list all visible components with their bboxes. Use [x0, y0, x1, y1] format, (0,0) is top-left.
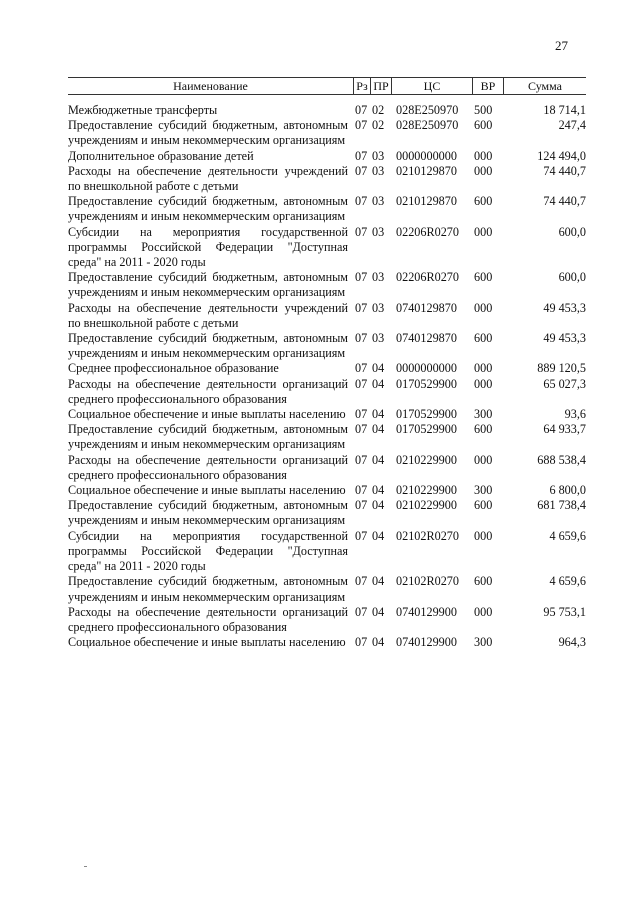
- row-pr: 03: [372, 270, 385, 285]
- row-pr: 04: [372, 635, 385, 650]
- row-sum: 600,0: [558, 270, 586, 285]
- row-name: Предоставление субсидий бюджетным, автономным учреждениям и иным некоммерческим организациям: [68, 498, 348, 528]
- row-rz: 07: [355, 300, 368, 315]
- row-vr: 500: [474, 103, 493, 117]
- row-name: Предоставление субсидий бюджетным, автономным учреждениям и иным некоммерческим организациям: [68, 331, 348, 361]
- row-vr: 000: [474, 163, 493, 178]
- row-cs: 0740129870: [396, 331, 457, 346]
- row-rz: 07: [355, 483, 368, 498]
- table-row: [68, 361, 586, 376]
- table-row: [68, 605, 586, 635]
- row-sum: 93,6: [564, 407, 586, 422]
- row-sum: 74 440,7: [543, 194, 586, 209]
- row-sum: 6 800,0: [549, 483, 586, 498]
- row-cs: 0000000000: [396, 361, 457, 376]
- row-vr: 600: [474, 422, 493, 437]
- row-vr: 600: [474, 498, 493, 513]
- row-sum: 74 440,7: [543, 163, 586, 178]
- row-pr: 03: [372, 194, 385, 209]
- table-row: [68, 635, 586, 650]
- row-pr: 04: [372, 407, 385, 422]
- row-rz: 07: [355, 331, 368, 346]
- row-pr: 04: [372, 376, 385, 391]
- table-row: [68, 574, 586, 604]
- row-rz: 07: [355, 452, 368, 467]
- table-row: [68, 270, 586, 300]
- table-row: [68, 301, 586, 331]
- budget-table-body: [68, 103, 586, 650]
- row-sum: 95 753,1: [543, 604, 586, 619]
- row-name: Предоставление субсидий бюджетным, автономным учреждениям и иным некоммерческим организациям: [68, 422, 348, 452]
- table-row: [68, 453, 586, 483]
- row-vr: 000: [474, 452, 493, 467]
- row-cs: 0210229900: [396, 452, 457, 467]
- row-rz: 07: [355, 194, 368, 209]
- row-cs: 0170529900: [396, 407, 457, 422]
- scan-speck: [84, 866, 87, 867]
- header-vr: ВР: [480, 79, 496, 93]
- row-vr: 600: [474, 270, 493, 285]
- row-cs: 0170529900: [396, 422, 457, 437]
- row-pr: 04: [372, 483, 385, 498]
- row-pr: 04: [372, 422, 385, 437]
- table-row: [68, 422, 586, 452]
- row-pr: 04: [372, 574, 385, 589]
- row-sum: 49 453,3: [543, 300, 586, 315]
- table-row: [68, 225, 586, 271]
- row-sum: 964,3: [558, 635, 586, 650]
- row-sum: 49 453,3: [543, 331, 586, 346]
- row-cs: 0740129900: [396, 635, 457, 650]
- row-pr: 04: [372, 452, 385, 467]
- row-cs: 02102R0270: [396, 574, 459, 589]
- table-row: [68, 164, 586, 194]
- row-name: Социальное обеспечение и иные выплаты населению: [68, 635, 346, 650]
- row-name: Социальное обеспечение и иные выплаты населению: [68, 407, 346, 422]
- row-rz: 07: [355, 498, 368, 513]
- row-pr: 04: [372, 528, 385, 543]
- table-row: [68, 103, 586, 118]
- table-row: [68, 498, 586, 528]
- row-rz: 07: [355, 407, 368, 422]
- row-rz: 07: [355, 118, 368, 133]
- row-cs: 0000000000: [396, 148, 457, 163]
- row-pr: 02: [372, 103, 385, 117]
- table-row: [68, 407, 586, 422]
- table-row: [68, 377, 586, 407]
- row-pr: 03: [372, 224, 385, 239]
- row-sum: 64 933,7: [543, 422, 586, 437]
- row-cs: 0210229900: [396, 483, 457, 498]
- row-vr: 000: [474, 361, 493, 376]
- table-row: [68, 194, 586, 224]
- row-cs: 028E250970: [396, 118, 459, 133]
- row-cs: 0740129870: [396, 300, 457, 315]
- row-name: Социальное обеспечение и иные выплаты населению: [68, 483, 346, 498]
- row-sum: 681 738,4: [537, 498, 586, 513]
- row-pr: 04: [372, 361, 385, 376]
- row-name: Предоставление субсидий бюджетным, автономным учреждениям и иным некоммерческим организациям: [68, 574, 348, 604]
- row-name: Дополнительное образование детей: [68, 148, 254, 163]
- row-name: Расходы на обеспечение деятельности организаций среднего профессионального образования: [68, 452, 348, 482]
- table-row: [68, 149, 586, 164]
- row-rz: 07: [355, 163, 368, 178]
- row-rz: 07: [355, 635, 368, 650]
- row-vr: 000: [474, 148, 493, 163]
- table-header: [68, 77, 586, 95]
- row-cs: 0210229900: [396, 498, 457, 513]
- header-rz: Рз: [356, 79, 368, 93]
- row-sum: 18 714,1: [543, 103, 586, 117]
- row-cs: 0170529900: [396, 376, 457, 391]
- row-pr: 04: [372, 498, 385, 513]
- row-rz: 07: [355, 148, 368, 163]
- row-pr: 03: [372, 331, 385, 346]
- row-name: Предоставление субсидий бюджетным, автономным учреждениям и иным некоммерческим организациям: [68, 194, 348, 224]
- row-vr: 600: [474, 331, 493, 346]
- row-cs: 02206R0270: [396, 224, 459, 239]
- row-name: Расходы на обеспечение деятельности организаций среднего профессионального образования: [68, 604, 348, 634]
- row-sum: 600,0: [558, 224, 586, 239]
- row-name: Субсидии на мероприятия государственной программы Российской Федерации "Доступная среда" на 2011 - 2020 годы: [68, 224, 348, 270]
- row-sum: 4 659,6: [549, 528, 586, 543]
- table-row: [68, 118, 586, 148]
- row-rz: 07: [355, 574, 368, 589]
- row-sum: 65 027,3: [543, 376, 586, 391]
- row-vr: 300: [474, 635, 493, 650]
- row-name: Субсидии на мероприятия государственной программы Российской Федерации "Доступная среда" на 2011 - 2020 годы: [68, 528, 348, 574]
- row-name: Расходы на обеспечение деятельности организаций среднего профессионального образования: [68, 376, 348, 406]
- row-name: Расходы на обеспечение деятельности учреждений по внешкольной работе с детьми: [68, 163, 348, 194]
- header-cs: ЦС: [423, 79, 441, 93]
- row-rz: 07: [355, 103, 368, 117]
- row-name: Среднее профессиональное образование: [68, 361, 279, 376]
- page-number: 27: [555, 38, 568, 53]
- row-vr: 000: [474, 604, 493, 619]
- table-row: [68, 529, 586, 575]
- row-rz: 07: [355, 361, 368, 376]
- row-vr: 000: [474, 376, 493, 391]
- row-cs: 0210129870: [396, 163, 457, 178]
- row-cs: 02206R0270: [396, 270, 459, 285]
- row-name: Расходы на обеспечение деятельности учреждений по внешкольной работе с детьми: [68, 300, 348, 330]
- row-vr: 000: [474, 224, 493, 239]
- row-sum: 889 120,5: [537, 361, 586, 376]
- row-sum: 4 659,6: [549, 574, 586, 589]
- row-sum: 688 538,4: [537, 452, 586, 467]
- header-sum: Сумма: [528, 79, 562, 93]
- row-vr: 300: [474, 407, 493, 422]
- row-rz: 07: [355, 604, 368, 619]
- row-name: Предоставление субсидий бюджетным, автономным учреждениям и иным некоммерческим организациям: [68, 118, 348, 148]
- row-rz: 07: [355, 224, 368, 239]
- row-sum: 124 494,0: [537, 148, 586, 163]
- row-name: Межбюджетные трансферты: [68, 103, 218, 117]
- row-pr: 02: [372, 118, 385, 133]
- row-name: Предоставление субсидий бюджетным, автономным учреждениям и иным некоммерческим организациям: [68, 270, 348, 300]
- row-pr: 03: [372, 163, 385, 178]
- row-vr: 000: [474, 528, 493, 543]
- table-row: [68, 331, 586, 361]
- row-sum: 247,4: [558, 118, 586, 133]
- row-vr: 000: [474, 300, 493, 315]
- row-rz: 07: [355, 376, 368, 391]
- row-vr: 600: [474, 118, 493, 133]
- row-vr: 600: [474, 574, 493, 589]
- row-cs: 02102R0270: [396, 528, 459, 543]
- row-vr: 300: [474, 483, 493, 498]
- row-cs: 0210129870: [396, 194, 457, 209]
- row-pr: 04: [372, 604, 385, 619]
- table-row: [68, 483, 586, 498]
- header-name: Наименование: [173, 79, 248, 93]
- row-cs: 0740129900: [396, 604, 457, 619]
- header-pr: ПР: [373, 79, 389, 93]
- row-rz: 07: [355, 270, 368, 285]
- row-pr: 03: [372, 148, 385, 163]
- row-rz: 07: [355, 422, 368, 437]
- row-vr: 600: [474, 194, 493, 209]
- row-pr: 03: [372, 300, 385, 315]
- row-cs: 028E250970: [396, 103, 459, 117]
- row-rz: 07: [355, 528, 368, 543]
